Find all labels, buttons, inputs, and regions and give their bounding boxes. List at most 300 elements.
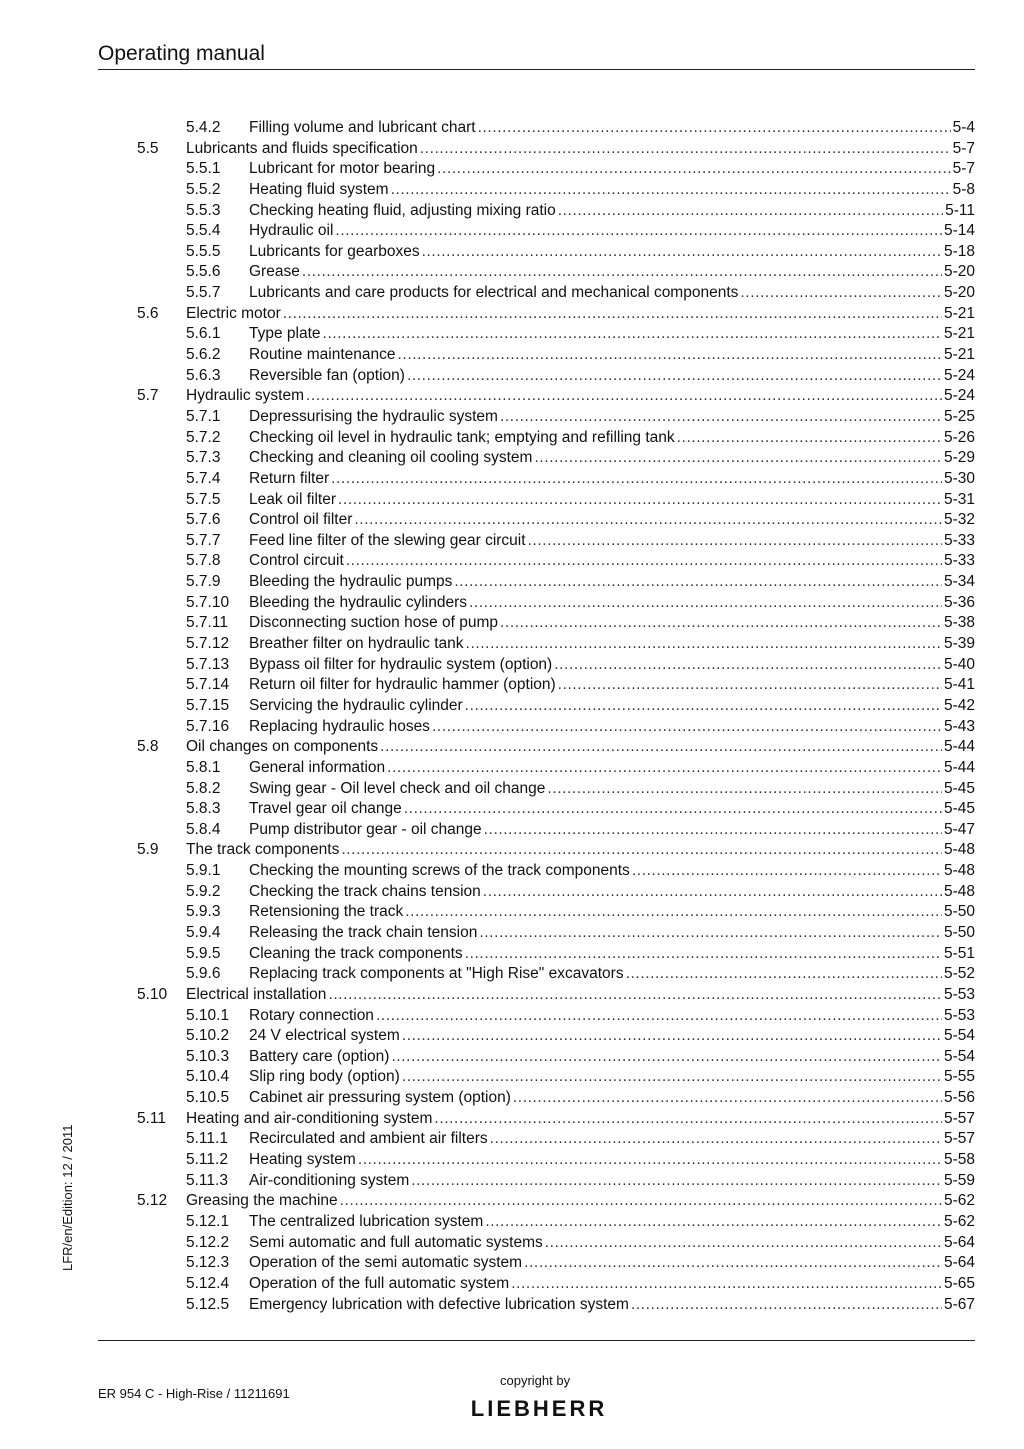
toc-subsection[interactable]: [137, 551, 975, 572]
toc-number: 5.5.2: [186, 180, 221, 198]
toc-title: Return filter: [249, 469, 330, 487]
dot-leader: [380, 737, 942, 758]
toc-entry-body: [249, 1171, 975, 1192]
dot-leader: [346, 551, 942, 572]
toc-entry-body: [249, 944, 975, 965]
toc-entry-body: [186, 1191, 975, 1212]
toc-number: 5.7.11: [186, 614, 228, 632]
dot-leader: [376, 1006, 942, 1027]
toc-entry-body: [249, 180, 975, 201]
dot-leader: [534, 448, 942, 469]
toc-subsection[interactable]: [137, 902, 975, 923]
toc-entry-body: [249, 283, 975, 304]
toc-subsection[interactable]: [137, 634, 975, 655]
toc-number: 5.5.3: [186, 201, 221, 219]
toc-number: 5.4.2: [186, 119, 221, 136]
dot-leader: [545, 1233, 942, 1254]
toc-subsection[interactable]: [137, 180, 975, 201]
toc-entry-body: [249, 964, 975, 985]
toc-page-number: 5-59: [943, 1171, 975, 1189]
toc-number: 5.6.1: [186, 325, 221, 343]
toc-title: Feed line filter of the slewing gear circuit: [249, 531, 526, 549]
dot-leader: [358, 1150, 942, 1171]
toc-subsection[interactable]: [137, 159, 975, 180]
toc-number: 5.7: [137, 387, 159, 405]
toc-subsection[interactable]: [137, 923, 975, 944]
toc-title: Reversible fan (option): [249, 366, 405, 384]
toc-entry-body: [249, 593, 975, 614]
toc-subsection[interactable]: [137, 510, 975, 531]
toc-entry-body: [249, 758, 975, 779]
toc-entry-body: [186, 985, 975, 1006]
toc-page-number: 5-64: [943, 1254, 975, 1272]
toc-page-number: 5-55: [943, 1068, 975, 1086]
dot-leader: [466, 634, 942, 655]
dot-leader: [411, 1171, 942, 1192]
dot-leader: [306, 386, 942, 407]
dot-leader: [437, 159, 950, 180]
toc-title: Oil changes on components: [186, 738, 379, 756]
toc-subsection[interactable]: [137, 428, 975, 449]
toc-subsection[interactable]: [137, 675, 975, 696]
toc-entry-body: [249, 469, 975, 490]
toc-title: Depressurising the hydraulic system: [249, 407, 498, 425]
dot-leader: [340, 1191, 942, 1212]
toc-entry-body: [186, 840, 975, 861]
toc-entry-body: [249, 717, 975, 738]
toc-subsection[interactable]: [137, 1171, 975, 1192]
toc-section[interactable]: [137, 1109, 975, 1130]
toc-subsection[interactable]: [137, 201, 975, 222]
toc-title: Slip ring body (option): [249, 1068, 400, 1086]
document-id: ER 954 C - High-Rise / 11211691: [98, 1386, 290, 1401]
toc-title: Disconnecting suction hose of pump: [249, 614, 499, 632]
dot-leader: [465, 944, 942, 965]
toc-entry-body: [249, 1088, 975, 1109]
toc-page-number: 5-47: [943, 820, 975, 838]
toc-page-number: 5-14: [943, 222, 975, 240]
toc-number: 5.7.13: [186, 655, 230, 673]
toc-page-number: 5-53: [943, 1006, 975, 1024]
toc-page-number: 5-30: [943, 469, 975, 487]
toc-page-number: 5-65: [943, 1274, 975, 1292]
toc-subsection[interactable]: [137, 324, 975, 345]
toc-entry-body: [249, 1047, 975, 1068]
dot-leader: [483, 882, 942, 903]
toc-number: 5.8.1: [186, 758, 221, 776]
toc-subsection[interactable]: [137, 882, 975, 903]
toc-page-number: 5-41: [943, 676, 975, 694]
toc-entry-body: [249, 1067, 975, 1088]
dot-leader: [631, 1295, 942, 1316]
toc-entry-body: [186, 386, 975, 407]
toc-number: 5.7.10: [186, 593, 230, 611]
toc-page-number: 5-57: [943, 1109, 975, 1127]
toc-page-number: 5-62: [943, 1212, 975, 1230]
toc-page-number: 5-45: [943, 800, 975, 818]
toc-number: 5.9.2: [186, 882, 221, 900]
table-of-contents: [137, 118, 975, 1315]
dot-leader: [283, 304, 942, 325]
toc-subsection[interactable]: [137, 799, 975, 820]
toc-page-number: 5-56: [943, 1089, 975, 1107]
toc-subsection[interactable]: [137, 1212, 975, 1233]
toc-subsection[interactable]: [137, 118, 975, 139]
toc-subsection[interactable]: [137, 1067, 975, 1088]
toc-entry-body: [249, 861, 975, 882]
dot-leader: [398, 345, 942, 366]
toc-subsection[interactable]: [137, 758, 975, 779]
toc-number: 5.10.3: [186, 1047, 230, 1065]
toc-entry-body: [249, 572, 975, 593]
toc-subsection[interactable]: [137, 1088, 975, 1109]
toc-subsection[interactable]: [137, 1006, 975, 1027]
toc-subsection[interactable]: [137, 613, 975, 634]
toc-page-number: 5-54: [943, 1047, 975, 1065]
copyright-label: copyright by: [500, 1373, 571, 1388]
toc-page-number: 5-21: [943, 346, 975, 364]
toc-subsection[interactable]: [137, 1026, 975, 1047]
dot-leader: [422, 242, 942, 263]
toc-title: Battery care (option): [249, 1047, 390, 1065]
dot-leader: [404, 799, 942, 820]
toc-page-number: 5-48: [943, 882, 975, 900]
dot-leader: [391, 180, 951, 201]
toc-title: Hydraulic system: [186, 387, 304, 405]
dot-leader: [302, 262, 942, 283]
dot-leader: [740, 283, 942, 304]
toc-section[interactable]: [137, 840, 975, 861]
toc-number: 5.5.6: [186, 263, 221, 281]
toc-number: 5.7.14: [186, 676, 230, 694]
toc-number: 5.9.4: [186, 923, 221, 941]
dot-leader: [554, 655, 942, 676]
toc-subsection[interactable]: [137, 242, 975, 263]
toc-title: General information: [249, 758, 386, 776]
toc-entry-body: [249, 1295, 975, 1316]
dot-leader: [331, 469, 942, 490]
toc-page-number: 5-44: [943, 738, 975, 756]
toc-subsection[interactable]: [137, 964, 975, 985]
toc-page-number: 5-42: [943, 696, 975, 714]
dot-leader: [454, 572, 942, 593]
toc-subsection[interactable]: [137, 717, 975, 738]
dot-leader: [465, 696, 942, 717]
toc-number: 5.12.2: [186, 1233, 230, 1251]
dot-leader: [485, 1212, 942, 1233]
toc-title: Leak oil filter: [249, 490, 337, 508]
toc-subsection[interactable]: [137, 593, 975, 614]
toc-page-number: 5-51: [943, 944, 975, 962]
toc-page-number: 5-20: [943, 284, 975, 302]
toc-number: 5.12.3: [186, 1254, 230, 1272]
toc-entry-body: [249, 1129, 975, 1150]
toc-subsection[interactable]: [137, 469, 975, 490]
toc-title: Cabinet air pressuring system (option): [249, 1089, 511, 1107]
toc-entry-body: [249, 675, 975, 696]
toc-number: 5.9.6: [186, 965, 221, 983]
toc-title: Heating and air-conditioning system: [186, 1109, 433, 1127]
toc-title: Recirculated and ambient air filters: [249, 1130, 488, 1148]
toc-page-number: 5-11: [945, 201, 975, 219]
dot-leader: [632, 861, 942, 882]
toc-title: Retensioning the track: [249, 903, 404, 921]
toc-entry-body: [186, 1109, 975, 1130]
toc-entry-body: [249, 696, 975, 717]
toc-entry-body: [249, 551, 975, 572]
toc-number: 5.12.5: [186, 1295, 230, 1313]
toc-page-number: 5-48: [943, 841, 975, 859]
toc-title: Grease: [249, 263, 300, 281]
toc-section[interactable]: [137, 139, 975, 160]
toc-number: 5.7.4: [186, 469, 221, 487]
toc-subsection[interactable]: [137, 366, 975, 387]
toc-page-number: 5-36: [943, 593, 975, 611]
dot-leader: [558, 675, 942, 696]
toc-title: Travel gear oil change: [249, 800, 402, 818]
toc-title: Control oil filter: [249, 511, 353, 529]
toc-number: 5.9: [137, 841, 159, 859]
toc-subsection[interactable]: [137, 1047, 975, 1068]
toc-title: Checking heating fluid, adjusting mixing ratio: [249, 201, 556, 219]
toc-subsection[interactable]: [137, 1129, 975, 1150]
toc-page-number: 5-29: [943, 449, 975, 467]
toc-page-number: 5-7: [952, 160, 975, 178]
toc-subsection[interactable]: [137, 861, 975, 882]
toc-title: Checking and cleaning oil cooling system: [249, 449, 533, 467]
toc-page-number: 5-18: [943, 242, 975, 260]
toc-entry-body: [249, 531, 975, 552]
toc-subsection[interactable]: [137, 221, 975, 242]
toc-number: 5.9.3: [186, 903, 221, 921]
toc-entry-body: [249, 201, 975, 222]
toc-title: Operation of the semi automatic system: [249, 1254, 523, 1272]
toc-entry-body: [249, 820, 975, 841]
toc-number: 5.7.7: [186, 531, 221, 549]
edition-note: LFR/en/Edition: 12 / 2011: [60, 1124, 75, 1271]
toc-entry-body: [249, 655, 975, 676]
toc-title: Routine maintenance: [249, 346, 396, 364]
toc-page-number: 5-24: [943, 366, 975, 384]
toc-entry-body: [249, 923, 975, 944]
toc-page-number: 5-44: [943, 758, 975, 776]
header-divider: [98, 69, 975, 70]
toc-page-number: 5-64: [943, 1233, 975, 1251]
toc-number: 5.10: [137, 985, 168, 1003]
toc-subsection[interactable]: [137, 944, 975, 965]
toc-page-number: 5-32: [943, 511, 975, 529]
toc-subsection[interactable]: [137, 572, 975, 593]
toc-entry-body: [249, 448, 975, 469]
toc-page-number: 5-45: [943, 779, 975, 797]
toc-number: 5.7.5: [186, 490, 221, 508]
toc-section[interactable]: [137, 304, 975, 325]
dot-leader: [354, 510, 942, 531]
dot-leader: [558, 201, 943, 222]
toc-entry-body: [249, 262, 975, 283]
dot-leader: [490, 1129, 942, 1150]
toc-subsection[interactable]: [137, 1253, 975, 1274]
toc-title: Lubricants for gearboxes: [249, 242, 420, 260]
toc-number: 5.7.12: [186, 635, 230, 653]
toc-number: 5.10.4: [186, 1068, 230, 1086]
toc-title: Replacing track components at "High Rise" excavators: [249, 965, 624, 983]
toc-entry-body: [249, 221, 975, 242]
dot-leader: [328, 985, 942, 1006]
toc-title: Operation of the full automatic system: [249, 1274, 510, 1292]
toc-title: The centralized lubrication system: [249, 1212, 484, 1230]
toc-entry-body: [249, 1233, 975, 1254]
toc-page-number: 5-53: [943, 985, 975, 1003]
toc-entry-body: [249, 159, 975, 180]
toc-entry-body: [186, 304, 975, 325]
dot-leader: [626, 964, 942, 985]
toc-number: 5.10.1: [186, 1006, 230, 1024]
toc-number: 5.7.9: [186, 573, 221, 591]
toc-subsection[interactable]: [137, 407, 975, 428]
toc-entry-body: [249, 345, 975, 366]
toc-page-number: 5-34: [943, 573, 975, 591]
toc-number: 5.5.4: [186, 222, 221, 240]
toc-page-number: 5-48: [943, 862, 975, 880]
toc-subsection[interactable]: [137, 531, 975, 552]
toc-subsection[interactable]: [137, 1274, 975, 1295]
toc-page-number: 5-24: [943, 387, 975, 405]
dot-leader: [323, 324, 942, 345]
toc-page-number: 5-33: [943, 552, 975, 570]
footer-divider: [98, 1340, 975, 1341]
toc-number: 5.8: [137, 738, 159, 756]
dot-leader: [335, 221, 942, 242]
toc-entry-body: [249, 1026, 975, 1047]
toc-number: 5.7.6: [186, 511, 221, 529]
toc-section[interactable]: [137, 386, 975, 407]
toc-title: The track components: [186, 841, 340, 859]
toc-title: Type plate: [249, 325, 321, 343]
toc-title: Swing gear - Oil level check and oil change: [249, 779, 546, 797]
toc-subsection[interactable]: [137, 696, 975, 717]
toc-number: 5.12: [137, 1192, 168, 1210]
toc-entry-body: [249, 1274, 975, 1295]
toc-title: Pump distributor gear - oil change: [249, 820, 482, 838]
dot-leader: [528, 531, 942, 552]
toc-number: 5.7.16: [186, 717, 230, 735]
toc-number: 5.10.5: [186, 1089, 230, 1107]
toc-number: 5.7.15: [186, 696, 230, 714]
toc-title: Replacing hydraulic hoses: [249, 717, 430, 735]
toc-subsection[interactable]: [137, 448, 975, 469]
toc-page-number: 5-52: [943, 965, 975, 983]
toc-title: Lubricant for motor bearing: [249, 160, 436, 178]
toc-entry-body: [186, 737, 975, 758]
dot-leader: [478, 118, 951, 139]
toc-title: Heating system: [249, 1151, 356, 1169]
toc-title: Hydraulic oil: [249, 222, 334, 240]
toc-page-number: 5-21: [943, 304, 975, 322]
toc-page-number: 5-40: [943, 655, 975, 673]
dot-leader: [338, 490, 942, 511]
toc-number: 5.7.8: [186, 552, 221, 570]
toc-entry-body: [249, 490, 975, 511]
dot-leader: [402, 1026, 942, 1047]
toc-subsection[interactable]: [137, 820, 975, 841]
toc-title: Lubricants and fluids specification: [186, 139, 418, 157]
toc-number: 5.6.2: [186, 346, 221, 364]
toc-subsection[interactable]: [137, 283, 975, 304]
toc-entry-body: [186, 139, 975, 160]
toc-subsection[interactable]: [137, 345, 975, 366]
toc-number: 5.5.5: [186, 242, 221, 260]
toc-subsection[interactable]: [137, 490, 975, 511]
toc-number: 5.8.3: [186, 800, 221, 818]
toc-title: Heating fluid system: [249, 180, 389, 198]
toc-page-number: 5-54: [943, 1027, 975, 1045]
toc-page-number: 5-58: [943, 1151, 975, 1169]
toc-number: 5.12.1: [186, 1212, 230, 1230]
toc-number: 5.6.3: [186, 366, 221, 384]
toc-entry-body: [249, 407, 975, 428]
toc-section[interactable]: [137, 737, 975, 758]
toc-number: 5.5.1: [186, 160, 221, 178]
toc-page-number: 5-50: [943, 903, 975, 921]
dot-leader: [524, 1253, 942, 1274]
toc-title: Cleaning the track components: [249, 944, 463, 962]
dot-leader: [420, 139, 951, 160]
toc-entry-body: [249, 882, 975, 903]
dot-leader: [547, 779, 942, 800]
toc-title: Semi automatic and full automatic systems: [249, 1233, 543, 1251]
toc-subsection[interactable]: [137, 1150, 975, 1171]
toc-subsection[interactable]: [137, 1233, 975, 1254]
toc-page-number: 5-33: [943, 531, 975, 549]
toc-title: Return oil filter for hydraulic hammer (option): [249, 676, 556, 694]
toc-number: 5.7.3: [186, 449, 221, 467]
toc-page-number: 5-26: [943, 428, 975, 446]
toc-subsection[interactable]: [137, 779, 975, 800]
toc-page-number: 5-21: [943, 325, 975, 343]
toc-entry-body: [249, 613, 975, 634]
dot-leader: [432, 717, 942, 738]
toc-subsection[interactable]: [137, 655, 975, 676]
toc-section[interactable]: [137, 1191, 975, 1212]
dot-leader: [500, 613, 942, 634]
toc-section[interactable]: [137, 985, 975, 1006]
dot-leader: [402, 1067, 942, 1088]
toc-title: Servicing the hydraulic cylinder: [249, 696, 463, 714]
dot-leader: [341, 840, 942, 861]
toc-entry-body: [249, 799, 975, 820]
dot-leader: [434, 1109, 942, 1130]
toc-title: Air-conditioning system: [249, 1171, 410, 1189]
toc-title: Bleeding the hydraulic cylinders: [249, 593, 467, 611]
toc-page-number: 5-67: [943, 1295, 975, 1313]
toc-entry-body: [249, 242, 975, 263]
dot-leader: [405, 902, 942, 923]
toc-page-number: 5-62: [943, 1192, 975, 1210]
toc-title: 24 V electrical system: [249, 1027, 400, 1045]
toc-subsection[interactable]: [137, 262, 975, 283]
toc-number: 5.11.3: [186, 1171, 228, 1189]
toc-number: 5.10.2: [186, 1027, 230, 1045]
dot-leader: [513, 1088, 942, 1109]
toc-number: 5.9.1: [186, 862, 221, 880]
dot-leader: [407, 366, 942, 387]
toc-number: 5.6: [137, 304, 159, 322]
toc-number: 5.5.7: [186, 284, 221, 302]
toc-title: Electrical installation: [186, 985, 327, 1003]
toc-number: 5.11: [137, 1109, 167, 1127]
toc-subsection[interactable]: [137, 1295, 975, 1316]
